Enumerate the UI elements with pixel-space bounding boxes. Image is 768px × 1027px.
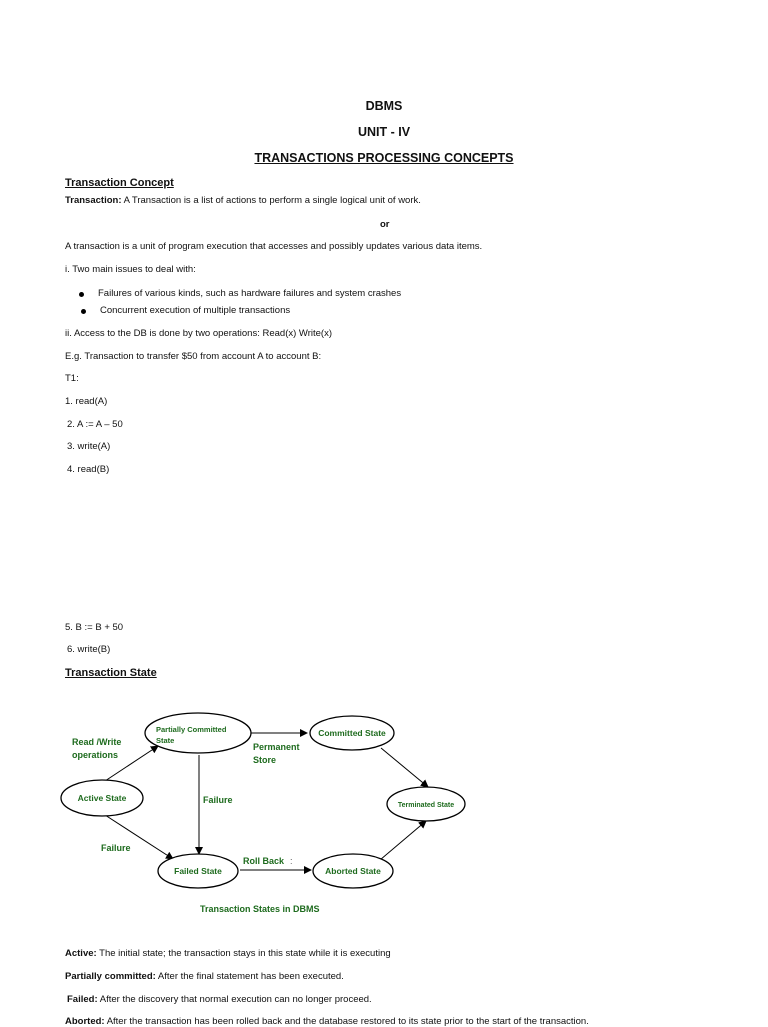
step-item: 2. A := A – 50 xyxy=(67,419,123,430)
state-definition-term: Active: xyxy=(65,948,97,959)
state-definition xyxy=(65,1016,589,1027)
definition-term: Transaction: xyxy=(65,195,122,206)
bullet-item: Concurrent execution of multiple transactions xyxy=(100,305,291,316)
state-definition xyxy=(67,994,372,1005)
label-read-write-1: Read /Write xyxy=(72,737,122,747)
doc-subject: DBMS xyxy=(365,99,403,113)
label-permanent-1: Permanent xyxy=(253,742,300,752)
state-definition xyxy=(65,971,344,982)
node-label-terminated: Terminated State xyxy=(397,802,455,809)
state-definition-term: Aborted: xyxy=(65,1016,105,1027)
alt-definition: A transaction is a unit of program execution that accesses and possibly updates various data items. xyxy=(65,241,483,252)
node-label-committed: Committed State xyxy=(318,728,386,738)
label-permanent-2: Store xyxy=(253,755,277,765)
state-definition-term: Failed: xyxy=(67,994,98,1005)
state-definition-text: After the final statement has been executed. xyxy=(155,971,344,982)
section-heading-state: Transaction State xyxy=(65,667,157,679)
step-item: 1. read(A) xyxy=(65,396,108,407)
node-label-partial-2: State xyxy=(156,736,175,745)
bullet-item: Failures of various kinds, such as hardware failures and system crashes xyxy=(98,288,402,299)
doc-topic: TRANSACTIONS PROCESSING CONCEPTS xyxy=(254,151,514,165)
issues-intro: i. Two main issues to deal with: xyxy=(65,264,196,275)
state-definition-text: After the transaction has been rolled back and the database restored to its state prior to the start of the transaction. xyxy=(104,1016,589,1027)
label-failure-left: Failure xyxy=(101,843,131,853)
node-label-partial-1: Partially Committed xyxy=(156,725,227,734)
node-label-failed: Failed State xyxy=(174,866,222,876)
step-item: 4. read(B) xyxy=(67,464,110,475)
or-separator: or xyxy=(380,219,390,230)
state-definition-text: After the discovery that normal execution can no longer proceed. xyxy=(97,994,372,1005)
state-definition-text: The initial state; the transaction stays in this state while it is executing xyxy=(96,948,391,959)
definition-text: A Transaction is a list of actions to perform a single logical unit of work. xyxy=(121,195,421,206)
step-item: 6. write(B) xyxy=(67,644,111,655)
section-heading-concept: Transaction Concept xyxy=(65,177,174,189)
access-line: ii. Access to the DB is done by two operations: Read(x) Write(x) xyxy=(65,328,332,339)
label-rollback: Roll Back xyxy=(243,856,285,866)
edge-committed-to-terminated xyxy=(381,748,428,787)
step-item: 5. B := B + 50 xyxy=(65,622,124,633)
t1-label: T1: xyxy=(65,373,79,384)
diagram-caption: Transaction States in DBMS xyxy=(200,904,320,914)
node-label-active: Active State xyxy=(77,793,127,803)
state-definition xyxy=(65,948,391,959)
step-item: 3. write(A) xyxy=(67,441,111,452)
label-failure-mid: Failure xyxy=(203,795,233,805)
doc-unit: UNIT - IV xyxy=(357,125,411,139)
label-rollback-mark: : xyxy=(290,856,293,866)
edge-aborted-to-terminated xyxy=(380,821,426,860)
state-definition-term: Partially committed: xyxy=(65,971,156,982)
node-label-aborted: Aborted State xyxy=(325,866,381,876)
label-read-write-2: operations xyxy=(72,750,119,760)
example-line: E.g. Transaction to transfer $50 from account A to account B: xyxy=(65,351,322,362)
